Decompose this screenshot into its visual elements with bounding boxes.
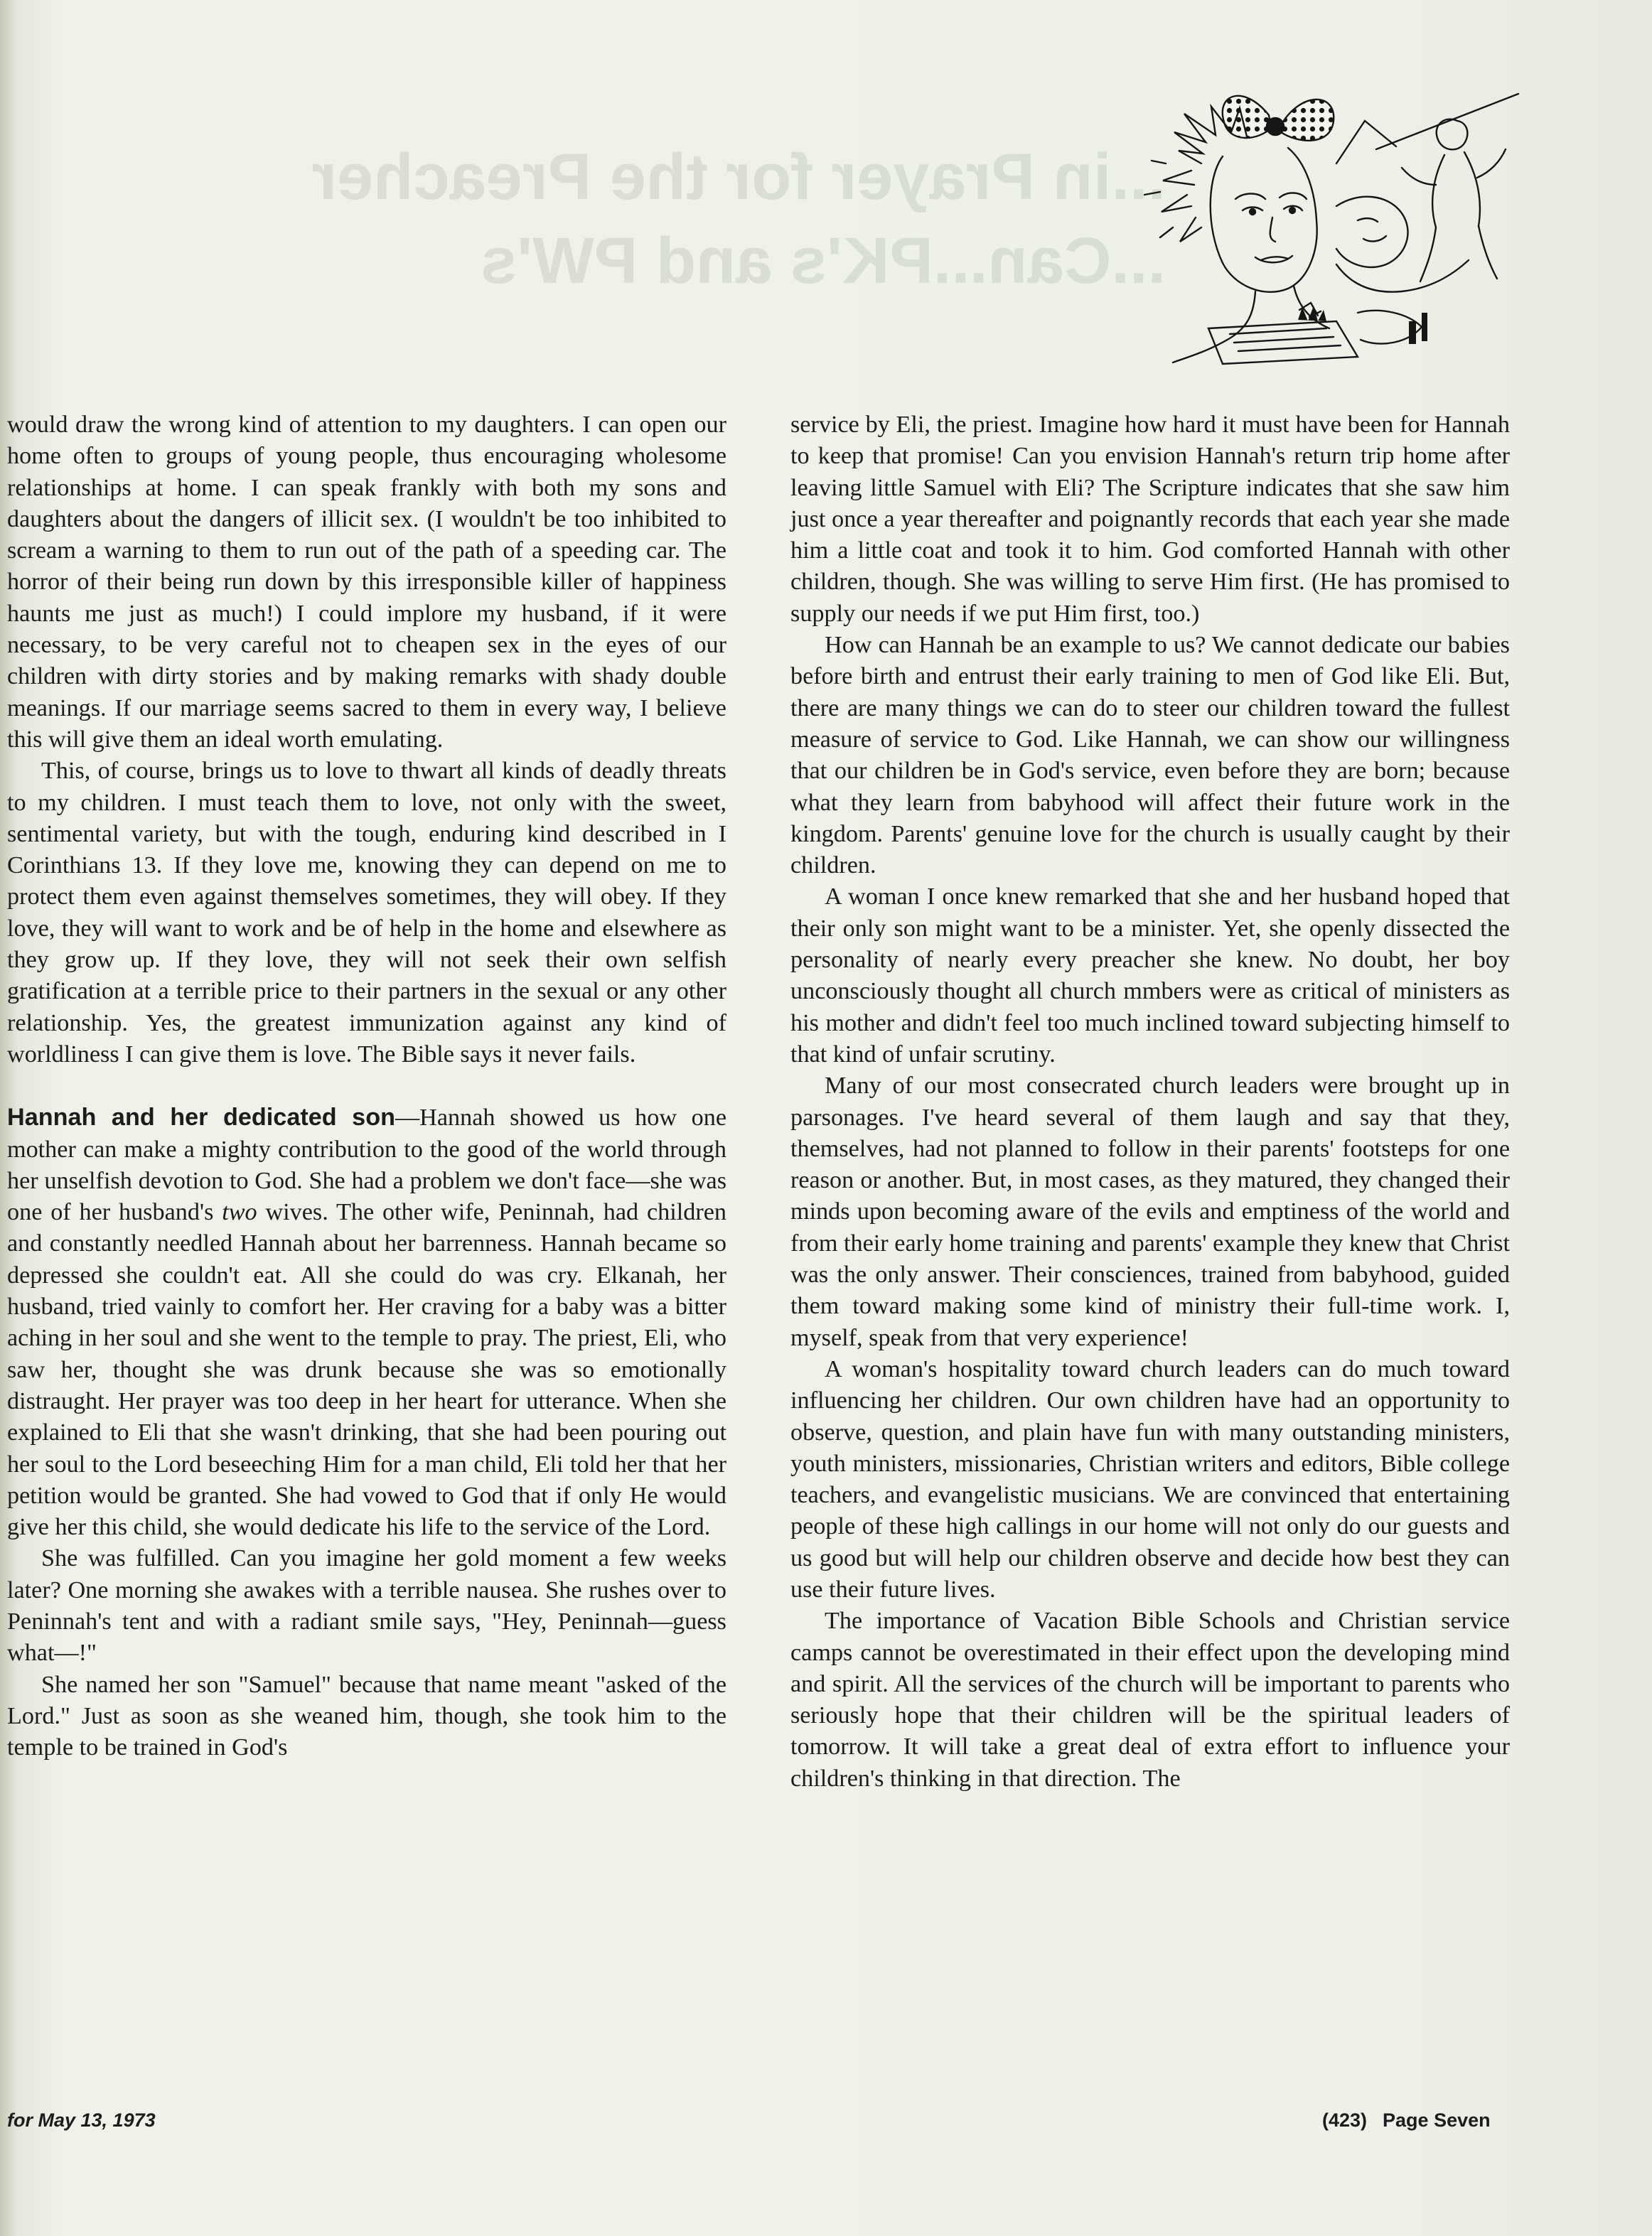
footer-date: for May 13, 1973 [7,2109,156,2131]
paragraph: This, of course, brings us to love to thwart all kinds of deadly threats to my children. I must teach them to love, not only with the sweet, sentimental variety, but with the tough, enduring kind described in I Corinthians 13. If they love me, knowing they can depend on me to protect them even against themselves sometimes, they will obey. If they love, they will want to work and be of help in the home and elsewhere as they grow up. If they love, they will not seek their own selfish gratification at a terrible price to their partners in the sexual or any other relationship. Yes, the greatest immunization against any kind of worldliness I can give them is love. The Bible says it never fails. [7,758,726,1068]
paragraph: would draw the wrong kind of attention to my daughters. I can open our home often to groups of young people, thus encouraging wholesome relationships at home. I can speak frankly with both my sons and daughters about the dangers of illicit sex. (I wouldn't be too inhibited to scream a warning to them to run out of the path of a speeding car. The horror of their being run down by this irresponsible killer of happiness haunts me just as much!) I could implore my husband, if it were necessary, to be very careful not to cheapen sex in the eyes of our children with dirty stories and by making remarks with shady double meanings. If our marriage seems sacred to them in every way, I believe this will give them an ideal worth emulating. [7,412,726,753]
paragraph-text: wives. The other wife, Peninnah, had children and constantly needled Hannah about her barrenness. Hannah became so depressed she couldn't eat. All she could do was cry. Elkanah, her husband, tried vainly to comfort her. Her craving for a baby was a bitter aching in her soul and she went to the temple to pray. The priest, Eli, who saw her, thought she was drunk because she was so emotionally distraught. Her prayer was too deep in her heart for utterance. When she explained to Eli that she wasn't drinking, that she had been pouring out her soul to the Lord beseeching Him for a man child, Eli told her that her petition would be granted. She had vowed to God that if only He would give her this child, she would dedicate his life to the service of the Lord. [7,1199,726,1541]
footer-page [1322,2109,1491,2132]
ghost-title-line: ...Can...PK's and PW's [481,225,1166,297]
paragraph: How can Hannah be an example to us? We cannot dedicate our babies before birth and entrust their early training to men of God like Eli. But, there are many things we can do to steer our children toward the fullest measure of service to God. Like Hannah, we can show our willingness that our children be in God's service, even before they are born; because what they learn from babyhood will affect their future work in the kingdom. Parents' genuine love for the church is usually caught by their children. [790,632,1510,879]
emphasis-text: two [222,1199,257,1226]
page-number: (423) [1322,2109,1368,2131]
paragraph: Many of our most consecrated church leaders were brought up in parsonages. I've heard several of them laugh and say that they, themselves, had not planned to follow in their parents' footsteps for one reason or another. But, in most cases, as they matured, they changed their minds upon becoming aware of the evils and emptiness of the world and from their early home training and parents' example they knew that Christ was the only answer. Their consciences, trained from babyhood, guided them toward making some kind of ministry their full-time work. I, myself, speak from that very experience! [790,1073,1510,1351]
ghost-title-line: ...in Prayer for the Preacher [311,141,1166,213]
woman-and-child-line-drawing-icon [1123,78,1521,377]
paragraph: She was fulfilled. Can you imagine her gold moment a few weeks later? One morning she awakes with a terrible nausea. She rushes over to Peninnah's tent and with a radiant smile says, "Hey, Peninnah—guess what—!" [7,1545,726,1667]
show-through-title [100,135,1166,303]
right-column [790,409,1510,1795]
left-column [7,409,726,1763]
paragraph: A woman's hospitality toward church leaders can do much toward influencing her children. Our own children have had an opportunity to observe, question, and plain have fun with many outstanding ministers, youth ministers, missionaries, Christian writers and editors, Bible college teachers, and evangelistic musicians. We are convinced that entertaining people of these high callings in our home will not only do our guests and us good but will help our children observe and decide how best they can use their future lives. [790,1355,1510,1603]
paragraph: service by Eli, the priest. Imagine how hard it must have been for Hannah to keep that promise! Can you envision Hannah's return trip home after leaving little Samuel with Eli? The Scripture indicates that she saw him just once a year thereafter and poignantly records that each year she made him a little coat and took it to him. God comforted Hannah with other children, though. She was willing to serve Him first. (He has promised to supply our needs if we put Him first, too.) [790,412,1510,627]
paragraph-text: —Hannah showed us how one mother can make a mighty contribution to the good of the world through her unselfish devotion to God. She had a problem we don't face—she was one of her husband's [7,1104,726,1226]
paragraph: She named her son "Samuel" because that name meant "asked of the Lord." Just as soon as she weaned him, though, she took him to the temple to be trained in God's [7,1671,726,1761]
section-heading: Hannah and her dedicated son [7,1104,395,1132]
page-label: Page Seven [1383,2109,1491,2131]
section-paragraph [7,1102,726,1543]
paragraph: A woman I once knew remarked that she and her husband hoped that their only son might want to be a minister. Yet, she openly dissected the personality of nearly every preacher she knew. No doubt, her boy unconsciously thought all church mmbers were as critical of ministers as his mother and didn't feel too much inclined toward subjecting himself to that kind of unfair scrutiny. [790,883,1510,1068]
paragraph: The importance of Vacation Bible Schools and Christian service camps cannot be overestimated in their effect upon the developing mind and spirit. All the services of the church will be important to parents who seriously hope that their children will be the spiritual leaders of tomorrow. It will take a great deal of extra effort to influence your children's thinking in that direction. The [790,1608,1510,1792]
